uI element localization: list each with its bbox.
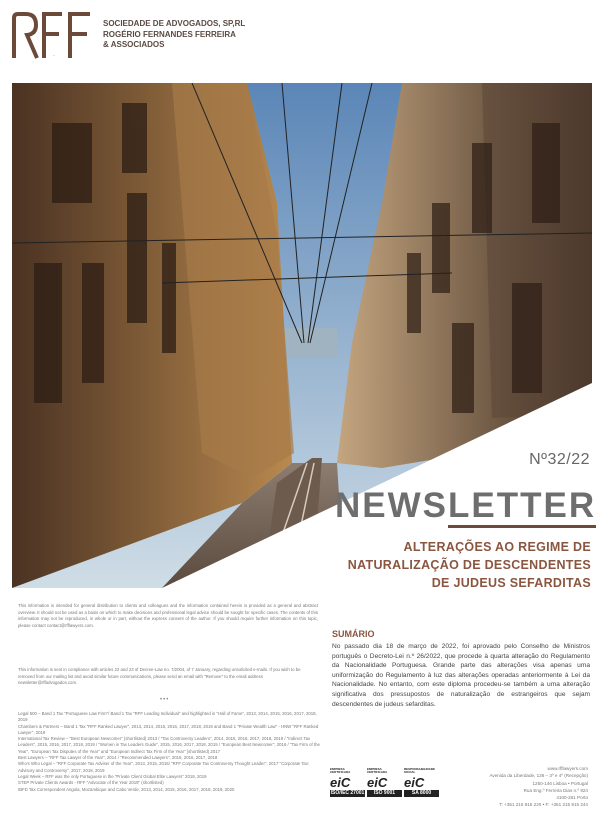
cert-logo: eiC (330, 775, 351, 790)
lisbon-postcode: 1250-146 Lisboa • Portugal (532, 780, 588, 786)
separator-dots: ••• (160, 697, 170, 703)
summary-text: No passado dia 18 de março de 2022, foi aprovado pelo Conselho de Ministros português o Decreto-Lei n.º 26/2022, que procede à quarta alteração do Regulamento da Nacionalidade Portuguesa. Grande parte das alterações visa apenas uma uniformização do Regulamento à luz das alterações operadas anteriormente à Lei da Nacionalidade. No entanto, com este diploma procedeu-se também a uma alteração significativa dos pressupostos de naturalização de estrangeiros que sejam descendentes de judeus sefarditas. (332, 643, 590, 708)
certification-badge (367, 768, 402, 803)
cert-caption: EMPRESA CERTIFICADA (330, 768, 351, 775)
award-item: Best Lawyers – "RFF Tax Lawyer of the Year", 2014 / "Recommended Lawyers", 2015, 2016, 2017, 2018 (18, 755, 218, 761)
cert-standard: ISO/IEC 27001 (330, 790, 365, 796)
issue-number: Nº32/22 (529, 451, 590, 468)
porto-postcode: 4100-261 Porto (556, 795, 588, 801)
subtitle-line-3: DE JUDEUS SEFARDITAS (431, 576, 591, 590)
subtitle-line-2: NATURALIZAÇÃO DE DESCENDENTES (347, 558, 591, 572)
rff-logo (12, 12, 94, 60)
porto-address: Rua Eng.º Ferreira Dias n.º 924 (523, 787, 588, 793)
newsletter-subtitle (320, 538, 591, 592)
firm-line-1: SOCIEDADE DE ADVOGADOS, SP,RL (103, 19, 246, 28)
disclaimer-general: This information is intended for general distribution to clients and colleagues and the information contained herein is provided as a general and abstract overview. It should not be used as a basis on which to make decisions and professional legal advice should be sought for specific cases. The contents of this information may not be reproduced, in whole or in part, without the express consent of the author. If you should require further information on this topic, please contact contact@rfflawyers.com. (18, 603, 318, 628)
cert-standard: SA 8000 (404, 790, 439, 797)
certification-badges (330, 768, 440, 803)
award-item: International Tax Review – "Best European Newcomer" (shortlisted) 2013 / "Tax Controversy Leaders", 2014, 2015, 2016, 2017, 2018, 2019 / "Indirect Tax Leaders", 2015, 2016, 2017, 2018, 2019 / "Women in Tax Leaders Guide", 2015, 2016, 2017, 2018, 2019 / "European Best Newcomer", 2016 / "Tax Firm of the Year", "European Tax Disputes of the Year" and "European Indirect Tax Firm of the Year" (shortlisted) 2017 (18, 736, 320, 754)
award-item: Chambers & Partners – Band 1 Tax "RFF Ranked Lawyer", 2013, 2014, 2015, 2016, 2017, 2018, 2019 and Band 1 "Private Wealth Law" - HNW "RFF Ranked Lawyer", 2019 (18, 723, 319, 735)
awards-list (18, 711, 326, 793)
cert-caption: EMPRESA CERTIFICADA (367, 768, 388, 775)
firm-line-3: & ASSOCIADOS (103, 40, 165, 49)
award-item: Who's Who Legal – "RFF Corporate Tax Adviser of the Year", 2013, 2015, 2016/ "RFF Corporate Tax Controversy Thought Leader", 2017 "Corporate Tax: Advisory and Controversy", 2017, 2018, 2019 (18, 761, 310, 773)
title-part-news: NEWS (335, 486, 448, 525)
logo-text: RFF (53, 56, 55, 57)
cert-logo: eiC (367, 775, 388, 790)
award-item: IBFD Tax Correspondent Angola, Mozambique and Cabo Verde, 2013, 2014, 2015, 2016, 2017, 2018, 2019, 2020 (18, 786, 235, 792)
award-item: STEP Private Clients Awards - RFF "Advocate of the Year 2019" (shortlisted) (18, 780, 164, 786)
cert-standard: ISO 9001 (367, 790, 402, 797)
lisbon-address: Avenida da Liberdade, 136 – 3º e 4º (Recepção) (489, 773, 588, 779)
disclaimer-compliance: This information is sent in compliance with articles 22 and 23 of Decree-Law no. 7/2004, of 7 January, regarding unsolicited e-mails. If you wish to be removed from our mailing list and avoid similar future communications, please send an email with "Remove" to the email address newsletter@rffadvogados.com. (18, 667, 301, 685)
newsletter-title (335, 486, 597, 526)
summary-heading: SUMÁRIO (332, 629, 375, 639)
website-link[interactable]: www.rfflawyers.com (547, 766, 588, 771)
award-item: Legal 500 – Band 1 Tax "Portuguese Law Firm"/ Band 1 Tax "RFF Leading Individual" and highlighted in "Hall of Fame", 2013, 2014, 2015, 2016, 2017, 2018, 2019 (18, 711, 317, 723)
certification-badge (330, 768, 365, 803)
cert-caption: RESPONSABILIDADE SOCIAL (404, 768, 436, 775)
cert-logo: eiC (404, 775, 425, 790)
firm-line-2: ROGÉRIO FERNANDES FERREIRA (103, 29, 236, 39)
subtitle-line-1: ALTERAÇÕES AO REGIME DE (403, 540, 591, 554)
award-item: Legal Week – RFF was the only Portuguese in the "Private Client Global Elite Lawyers" 2018, 2019 (18, 773, 207, 779)
phone-numbers: T: +351 215 915 220 • F: +351 215 915 244 (499, 802, 588, 808)
contact-block (452, 765, 588, 809)
title-part-letter: LETTER (448, 486, 596, 528)
certification-badge (404, 768, 439, 803)
firm-name (103, 19, 283, 51)
